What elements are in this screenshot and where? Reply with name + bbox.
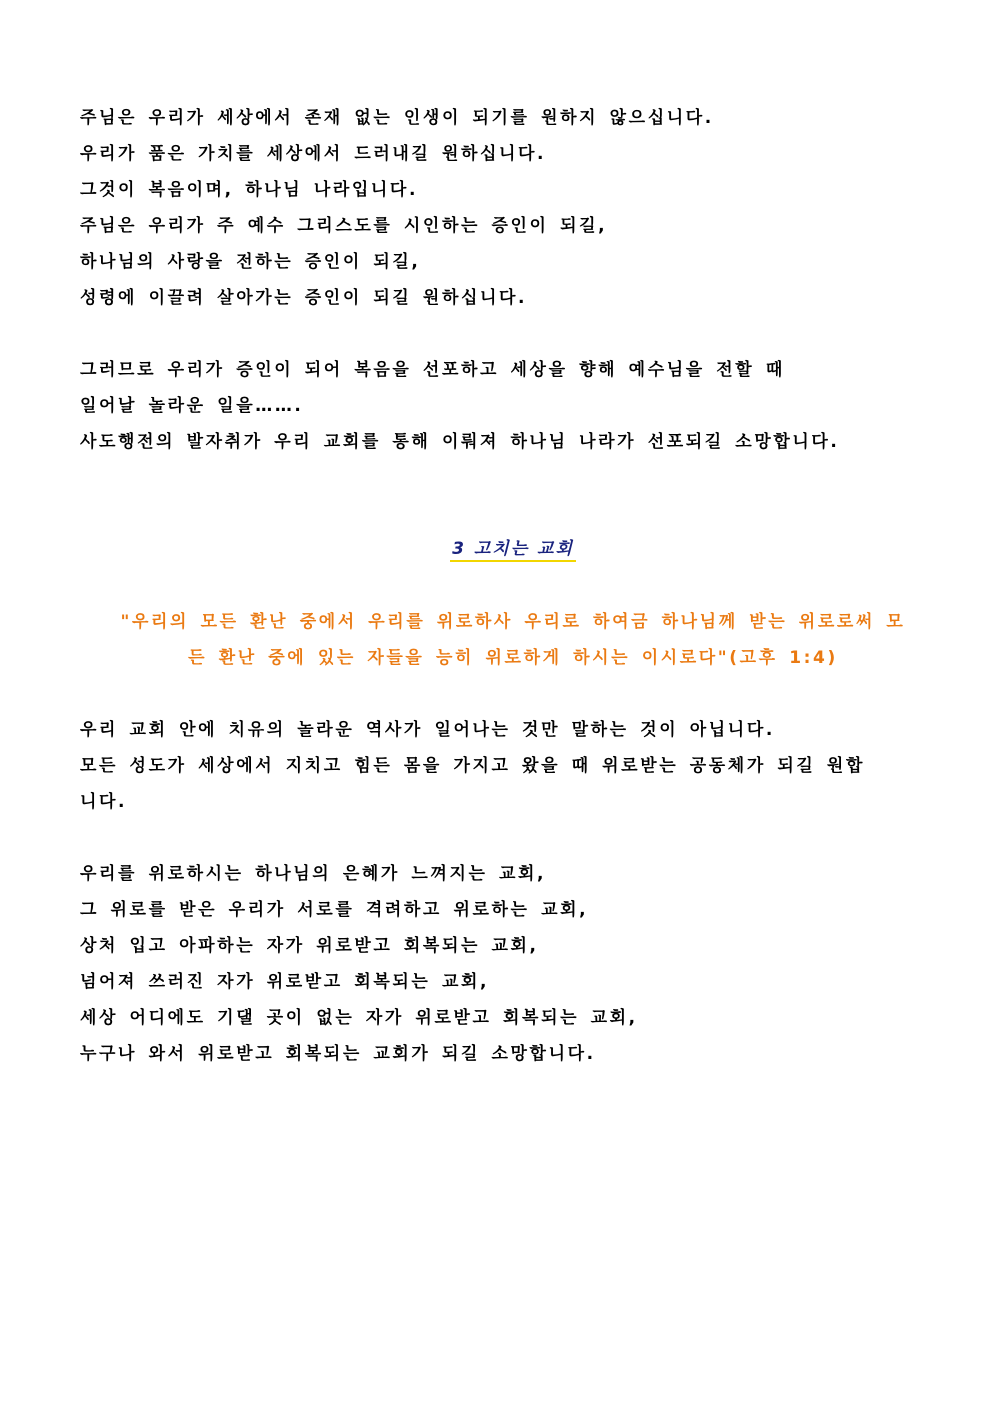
paragraph-line: 넘어져 쓰러진 자가 위로받고 회복되는 교회, bbox=[80, 972, 490, 992]
paragraph-line: 일어날 놀라운 일을……. bbox=[80, 396, 304, 416]
section-heading bbox=[0, 538, 992, 560]
paragraph-line: 그 위로를 받은 우리가 서로를 격려하고 위로하는 교회, bbox=[80, 900, 589, 920]
paragraph-line: 주님은 우리가 세상에서 존재 없는 인생이 되기를 원하지 않으십니다. bbox=[80, 108, 714, 128]
paragraph-line: 우리가 품은 가치를 세상에서 드러내길 원하십니다. bbox=[80, 144, 547, 164]
paragraph-line: 우리를 위로하시는 하나님의 은혜가 느껴지는 교회, bbox=[80, 864, 547, 884]
scripture-verse-line: "우리의 모든 환난 중에서 우리를 위로하사 우리로 하여금 하나님께 받는 위로로써 모 bbox=[120, 612, 906, 632]
scripture-verse-line: 든 환난 중에 있는 자들을 능히 위로하게 하시는 이시로다"(고후 1:4) bbox=[188, 648, 838, 668]
paragraph-line: 누구나 와서 위로받고 회복되는 교회가 되길 소망합니다. bbox=[80, 1044, 596, 1064]
paragraph-line: 그것이 복음이며, 하나님 나라입니다. bbox=[80, 180, 419, 200]
paragraph-line: 모든 성도가 세상에서 지치고 힘든 몸을 가지고 왔을 때 위로받는 공동체가 되길 원합 bbox=[80, 756, 865, 776]
section-heading-text: 3 고치는 교회 bbox=[450, 539, 576, 562]
paragraph-line: 상처 입고 아파하는 자가 위로받고 회복되는 교회, bbox=[80, 936, 539, 956]
paragraph-line: 주님은 우리가 주 예수 그리스도를 시인하는 증인이 되길, bbox=[80, 216, 608, 236]
paragraph-line: 우리 교회 안에 치유의 놀라운 역사가 일어나는 것만 말하는 것이 아닙니다. bbox=[80, 720, 775, 740]
paragraph-line: 그러므로 우리가 증인이 되어 복음을 선포하고 세상을 향해 예수님을 전할 때 bbox=[80, 360, 785, 380]
paragraph-line: 사도행전의 발자취가 우리 교회를 통해 이뤄져 하나님 나라가 선포되길 소망합니다. bbox=[80, 432, 840, 452]
paragraph-line: 니다. bbox=[80, 792, 128, 812]
paragraph-line: 세상 어디에도 기댈 곳이 없는 자가 위로받고 회복되는 교회, bbox=[80, 1008, 638, 1028]
paragraph-line: 하나님의 사랑을 전하는 증인이 되길, bbox=[80, 252, 421, 272]
paragraph-line: 성령에 이끌려 살아가는 증인이 되길 원하십니다. bbox=[80, 288, 528, 308]
